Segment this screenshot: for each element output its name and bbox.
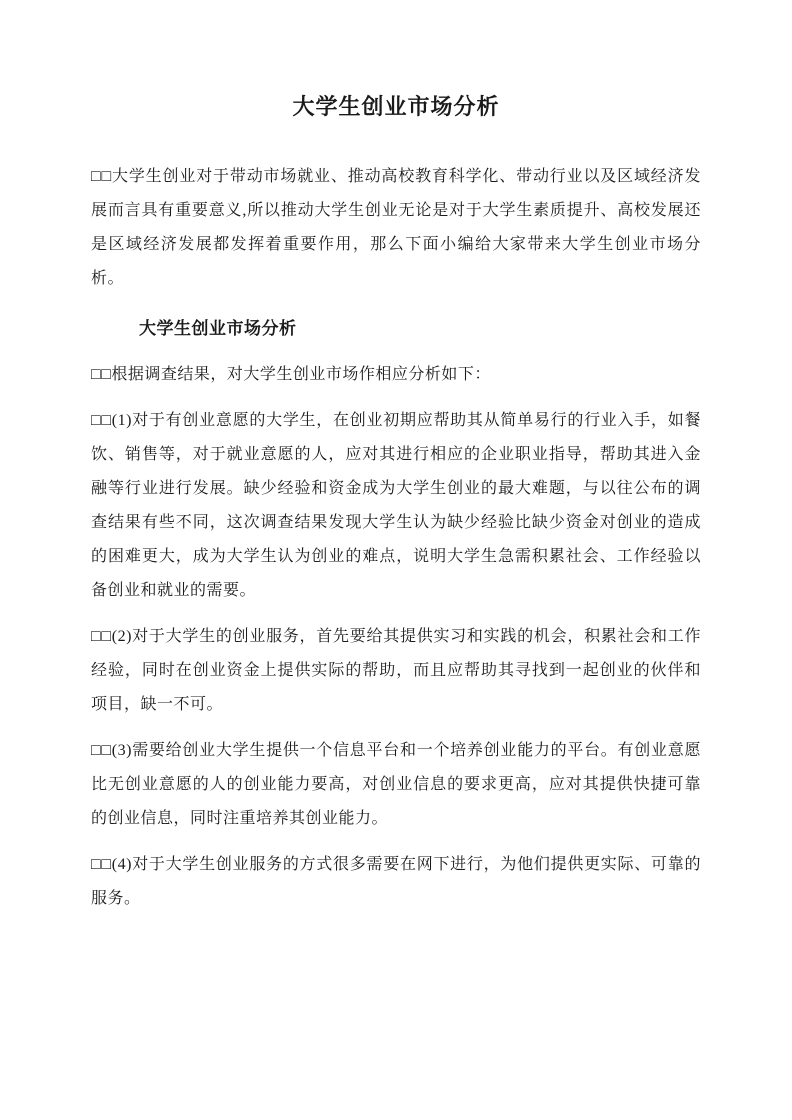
body-paragraph-1: □□(1)对于有创业意愿的大学生，在创业初期应帮助其从简单易行的行业入手，如餐饮、销售等，对于就业意愿的人，应对其进行相应的企业职业指导，帮助其进入金融等行业进行发展。缺少经验和资金成为大学生创业的最大难题，与以往公布的调查结果有些不同，这次调查结果发现大学生认为缺少经验比缺少资金对创业的造成的困难更大，成为大学生认为创业的难点，说明大学生急需积累社会、工作经验以备创业和就业的需要。 <box>91 412 701 599</box>
body-paragraph-2: □□(2)对于大学生的创业服务，首先要给其提供实习和实践的机会，积累社会和工作经验，同时在创业资金上提供实际的帮助，而且应帮助其寻找到一起创业的伙伴和项目，缺一不可。 <box>91 628 701 713</box>
body-paragraph-3: □□(3)需要给创业大学生提供一个信息平台和一个培养创业能力的平台。有创业意愿比无创业意愿的人的创业能力要高，对创业信息的要求更高，应对其提供快捷可靠的创业信息，同时注重培养其创业能力。 <box>91 742 701 827</box>
section-heading: 大学生创业市场分析 <box>139 319 297 338</box>
document-title: 大学生创业市场分析 <box>292 94 500 119</box>
intro-paragraph: □□大学生创业对于带动市场就业、推动高校教育科学化、带动行业以及区域经济发展而言具有重要意义,所以推动大学生创业无论是对于大学生素质提升、高校发展还是区域经济发展都发挥着重要作用，那么下面小编给大家带来大学生创业市场分析。 <box>91 168 701 287</box>
lead-paragraph: □□根据调查结果，对大学生创业市场作相应分析如下： <box>91 366 491 383</box>
body-paragraph-4: □□(4)对于大学生创业服务的方式很多需要在网下进行，为他们提供更实际、可靠的服务。 <box>91 856 701 907</box>
